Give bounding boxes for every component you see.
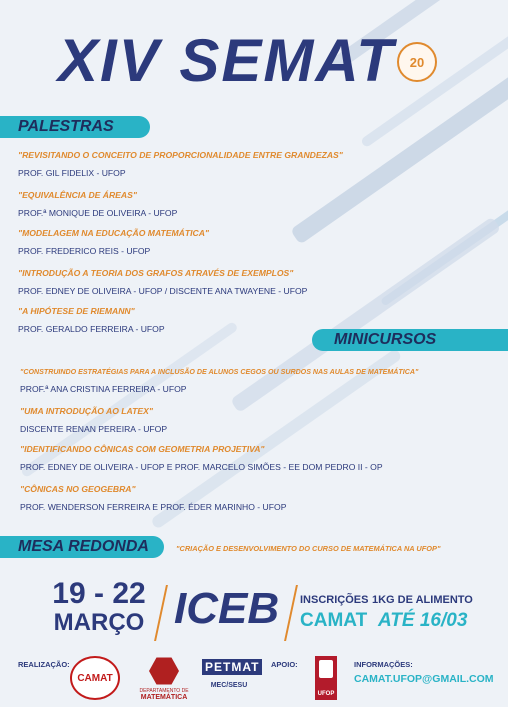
event-dates (44, 578, 154, 636)
anniversary-badge (397, 42, 437, 82)
minicurso-item (20, 406, 167, 434)
palestras-banner: PALESTRAS (0, 116, 150, 138)
apoio-label: APOIO: (271, 660, 298, 669)
palestra-item (18, 228, 209, 256)
divider (154, 585, 168, 641)
ufop-logo-text: UFOP (317, 691, 335, 697)
minicurso-speaker: DISCENTE RENAN PEREIRA - UFOP (20, 424, 168, 434)
palestra-title: "A HIPÓTESE DE RIEMANN" (18, 306, 135, 316)
food-requirement: 1KG DE ALIMENTO (372, 594, 473, 606)
minicurso-speaker: PROF.ª ANA CRISTINA FERREIRA - UFOP (20, 384, 187, 394)
palestra-item (18, 150, 343, 178)
palestra-speaker: PROF.ª MONIQUE DE OLIVEIRA - UFOP (18, 208, 178, 218)
palestra-title: "MODELAGEM NA EDUCAÇÃO MATEMÁTICA" (18, 228, 209, 238)
camat-logo-text: CAMAT (77, 672, 113, 684)
event-month: MARÇO (53, 609, 145, 636)
palestra-speaker: PROF. EDNEY DE OLIVEIRA - UFOP / DISCENTE ANA TWAYENE - UFOP (18, 286, 308, 296)
mesa-redonda-banner: MESA REDONDA (0, 536, 164, 558)
event-title: XIV SEMAT (58, 27, 395, 94)
petmat-wordmark: PETMAT (202, 659, 262, 675)
minicurso-speaker: PROF. WENDERSON FERREIRA E PROF. ÉDER MARINHO - UFOP (20, 502, 287, 512)
palestra-title: "INTRODUÇÃO A TEORIA DOS GRAFOS ATRAVÉS DE EXEMPLOS" (18, 268, 294, 278)
ufop-logo (315, 656, 337, 700)
dept-line2: MATEMÁTICA (140, 694, 188, 701)
palestra-item (18, 306, 165, 334)
minicurso-title: "IDENTIFICANDO CÔNICAS COM GEOMETRIA PROJETIVA" (20, 444, 265, 454)
palestra-speaker: PROF. FREDERICO REIS - UFOP (18, 246, 151, 256)
event-place: ICEB (174, 584, 280, 633)
palestra-item (18, 190, 177, 218)
event-days: 19 - 22 (52, 577, 146, 610)
dept-line1: DEPARTAMENTO DE (139, 688, 189, 694)
contact-email[interactable]: CAMAT.UFOP@GMAIL.COM (354, 673, 494, 685)
minicurso-title: "CÔNICAS NO GEOGEBRA" (20, 484, 136, 494)
palestra-title: "REVISITANDO O CONCEITO DE PROPORCIONALIDADE ENTRE GRANDEZAS" (18, 150, 343, 160)
palestra-title: "EQUIVALÊNCIA DE ÁREAS" (18, 190, 137, 200)
palestra-speaker: PROF. GERALDO FERREIRA - UFOP (18, 324, 165, 334)
palestra-item (18, 268, 307, 296)
math-department-logo (134, 656, 194, 702)
camat-logo (70, 656, 120, 700)
minicurso-item (20, 484, 286, 512)
petmat-logo (202, 656, 260, 690)
minicursos-banner: MINICURSOS (312, 329, 508, 351)
minicurso-speaker: PROF. EDNEY DE OLIVEIRA - UFOP E PROF. MARCELO SIMÕES - EE DOM PEDRO II - OP (20, 462, 383, 472)
divider (284, 585, 298, 641)
mesa-redonda-title: "CRIAÇÃO E DESENVOLVIMENTO DO CURSO DE MATEMÁTICA NA UFOP" (176, 544, 441, 553)
hexagon-icon (149, 656, 179, 686)
petmat-line: MEC/SESU (210, 682, 248, 689)
minicurso-title: "CONSTRUINDO ESTRATÉGIAS PARA A INCLUSÃO DE ALUNOS CEGOS OU SURDOS NAS AULAS DE MATEMÁTICA" (20, 368, 419, 376)
inscricoes-label: INSCRIÇÕES (300, 594, 369, 606)
palestra-speaker: PROF. GIL FIDELIX - UFOP (18, 168, 126, 178)
minicurso-item (20, 444, 383, 472)
inscricoes-place: CAMAT (300, 610, 368, 631)
badge-number: 20 (409, 54, 425, 70)
ufop-emblem-icon (319, 660, 333, 678)
registration-deadline: ATÉ 16/03 (378, 610, 468, 631)
minicurso-title: "UMA INTRODUÇÃO AO LATEX" (20, 406, 153, 416)
informacoes-label: INFORMAÇÕES: (354, 660, 413, 669)
minicurso-item (20, 368, 418, 394)
realizacao-label: REALIZAÇÃO: (18, 660, 70, 669)
